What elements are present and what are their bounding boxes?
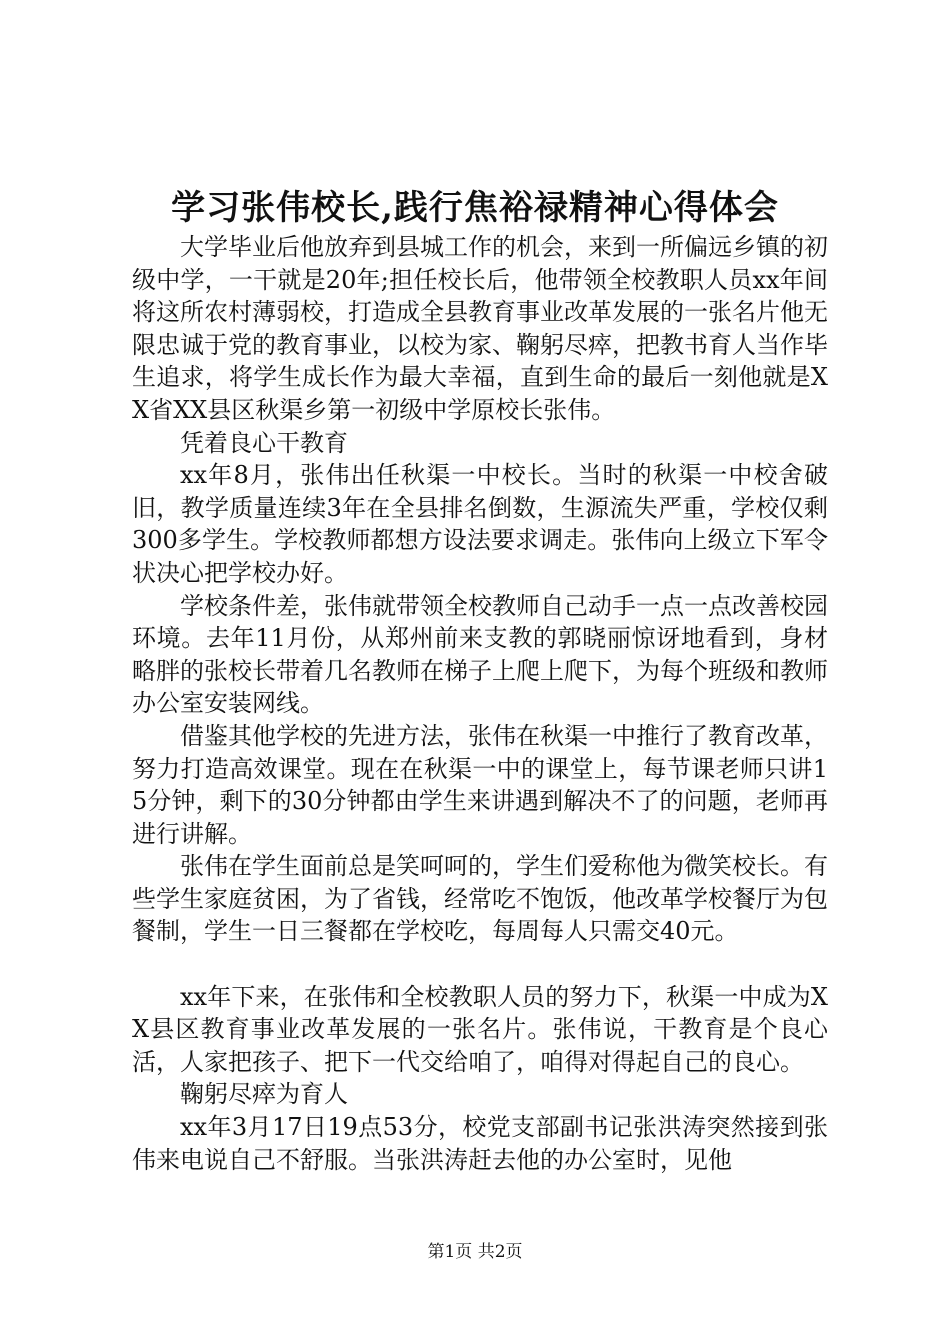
paragraph-results: xx年下来，在张伟和全校教职人员的努力下，秋渠一中成为XX县区教育事业改革发展的一张名片。张伟说，干教育是个良心活，人家把孩子、把下一代交给咱了，咱得对得起自己的良心。 [132, 982, 828, 1076]
section-heading-conscience: 凭着良心干教育 [180, 428, 348, 457]
paragraph-intro: 大学毕业后他放弃到县城工作的机会，来到一所偏远乡镇的初级中学，一干就是20年;担任校长后，他带领全校教职人员xx年间将这所农村薄弱校，打造成全县教育事业改革发展的一张名片他无限忠诚于党的教育事业，以校为家、鞠躬尽瘁，把教书育人当作毕生追求，将学生成长作为最大幸福，直到生命的最后一刻他就是XX省XX县区秋渠乡第一初级中学原校长张伟。 [132, 233, 828, 424]
document-body [132, 231, 828, 1176]
paragraph-smiling-principal: 张伟在学生面前总是笑呵呵的，学生们爱称他为微笑校长。有些学生家庭贫困，为了省钱，经常吃不饱饭，他改革学校餐厅为包餐制，学生一日三餐都在学校吃，每周每人只需交40元。 [132, 852, 828, 946]
paragraph-campus-improvement: 学校条件差，张伟就带领全校教师自己动手一点一点改善校园环境。去年11月份，从郑州前来支教的郭晓丽惊讶地看到，身材略胖的张校长带着几名教师在梯子上爬上爬下，为每个班级和教师办公室安装网线。 [132, 591, 828, 718]
blank-line [132, 948, 828, 981]
paragraph-final-day: xx年3月17日19点53分，校党支部副书记张洪涛突然接到张伟来电说自己不舒服。当张洪涛赶去他的办公室时，见他 [132, 1113, 828, 1174]
document-title: 学习张伟校长,践行焦裕禄精神心得体会 [171, 188, 779, 228]
paragraph-teaching-reform: 借鉴其他学校的先进方法，张伟在秋渠一中推行了教育改革，努力打造高效课堂。现在在秋渠一中的课堂上，每节课老师只讲15分钟，剩下的30分钟都由学生来讲遇到解决不了的问题，老师再进行讲解。 [132, 721, 828, 848]
section-heading-dedication: 鞠躬尽瘁为育人 [180, 1080, 348, 1109]
page-number-footer: 第1页 共2页 [427, 1242, 523, 1262]
paragraph-appointment: xx年8月，张伟出任秋渠一中校长。当时的秋渠一中校舍破旧，教学质量连续3年在全县排名倒数，生源流失严重，学校仅剩300多学生。学校教师都想方设法要求调走。张伟向上级立下军令状决心把学校办好。 [132, 461, 828, 587]
